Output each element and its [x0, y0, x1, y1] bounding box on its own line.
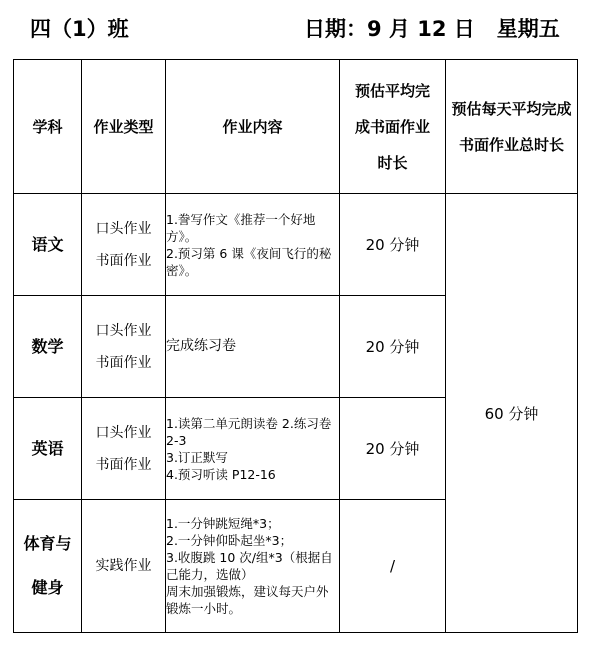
homework-table: [13, 59, 578, 633]
header-avg-time: [340, 60, 446, 194]
header-daily-total-line: 预估每天平均完成: [451, 99, 572, 118]
type-item: 口头作业: [95, 424, 152, 441]
subject-line: 体育与: [23, 534, 72, 553]
content-line: 3.订正默写: [166, 449, 228, 465]
content-line: 完成练习卷: [166, 338, 236, 354]
table-row: [14, 194, 578, 296]
header-daily-total: [446, 60, 578, 194]
type-cell: [82, 500, 166, 633]
class-title: 四（1）班: [30, 17, 129, 41]
type-cell: [82, 398, 166, 500]
date-line: 日期：9 月 12 日 星期五: [304, 17, 560, 41]
type-cell: [82, 296, 166, 398]
subject-cell: 数学: [14, 296, 82, 398]
content-line: 3.收腹跳 10 次/组*3（根据自己能力，选做）: [166, 550, 333, 582]
header-avg-time-line: 时长: [377, 153, 408, 172]
time-cell: 20 分钟: [340, 194, 446, 296]
content-line: 1.誊写作文《推荐一个好地方》。: [166, 211, 316, 244]
content-line: 周末加强锻炼，建议每天户外锻炼一小时。: [166, 584, 329, 616]
header-type: 作业类型: [82, 60, 166, 194]
content-line: 4.预习听读 P12-16: [166, 466, 276, 482]
type-item: 书面作业: [95, 252, 152, 269]
type-item: 书面作业: [95, 456, 152, 473]
type-item: 实践作业: [95, 558, 152, 574]
content-line: 1.一分钟跳短绳*3；: [166, 516, 280, 531]
type-item: 口头作业: [95, 322, 152, 339]
header-row: [14, 60, 578, 194]
subject-line: 健身: [31, 578, 64, 597]
time-cell: 20 分钟: [340, 398, 446, 500]
type-cell: [82, 194, 166, 296]
content-cell: [166, 194, 340, 296]
content-cell: [166, 296, 340, 398]
content-line: 2.一分钟仰卧起坐*3；: [166, 533, 293, 548]
header-avg-time-line: 预估平均完: [354, 81, 430, 100]
time-cell: 20 分钟: [340, 296, 446, 398]
subject-cell: 语文: [14, 194, 82, 296]
daily-total-cell: 60 分钟: [446, 194, 578, 633]
type-item: 口头作业: [95, 220, 152, 237]
header-avg-time-line: 成书面作业: [354, 117, 430, 136]
header-content: 作业内容: [166, 60, 340, 194]
type-item: 书面作业: [95, 354, 152, 371]
subject-cell: [14, 500, 82, 633]
content-cell: [166, 500, 340, 633]
subject-cell: 英语: [14, 398, 82, 500]
content-line: 1.读第二单元朗读卷 2.练习卷 2-3: [166, 415, 332, 448]
header-subject: 学科: [14, 60, 82, 194]
content-line: 2.预习第 6 课《夜间飞行的秘密》。: [166, 245, 332, 278]
header-daily-total-line: 书面作业总时长: [458, 135, 564, 154]
content-cell: [166, 398, 340, 500]
time-cell: /: [340, 500, 446, 633]
